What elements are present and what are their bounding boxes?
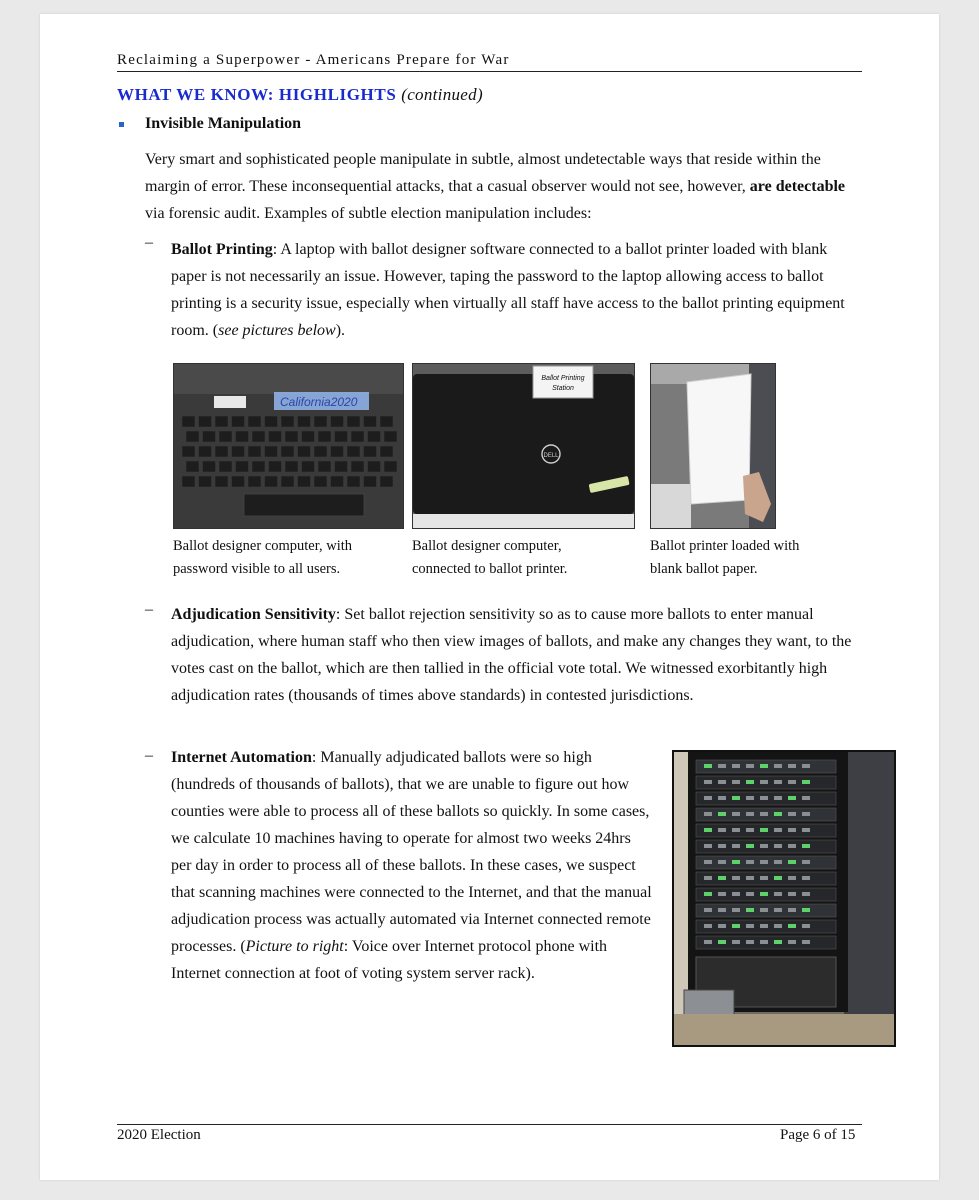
rack-drive-light bbox=[746, 828, 754, 832]
keyboard-key bbox=[186, 431, 199, 442]
rack-drive-light bbox=[704, 796, 712, 800]
item-italic: see pictures below bbox=[218, 322, 336, 339]
rack-drive-light bbox=[718, 860, 726, 864]
keyboard-key bbox=[215, 476, 228, 487]
rack-drive-light bbox=[802, 924, 810, 928]
rack-drive-light bbox=[704, 828, 712, 832]
rack-drive-light bbox=[718, 812, 726, 816]
rack-drive-light bbox=[704, 892, 712, 896]
keyboard-key bbox=[281, 476, 294, 487]
dash-marker: – bbox=[145, 234, 153, 251]
rack-drive-light bbox=[718, 876, 726, 880]
rack-drive-light bbox=[718, 892, 726, 896]
rack-drive-light bbox=[746, 924, 754, 928]
laptop-lid-image bbox=[413, 364, 634, 528]
keyboard-key bbox=[265, 416, 278, 427]
item-text: : Set ballot rejection sensitivity so as to cause more ballots to enter manual adjudication, where human staff who then view images of ballots, and make any changes they want, to the votes cast on the ballot, which are then tallied in the official vote total. We witnessed exorbitantly high adjudication rates (thousands of times above standards) in contested jurisdictions. bbox=[171, 606, 852, 704]
rack-drive-light bbox=[732, 940, 740, 944]
keyboard-key bbox=[368, 461, 381, 472]
rack-drive-light bbox=[774, 876, 782, 880]
keyboard-key bbox=[215, 416, 228, 427]
rack-drive-light bbox=[760, 764, 768, 768]
keyboard-key bbox=[248, 416, 261, 427]
rack-drive-light bbox=[746, 908, 754, 912]
rack-drive-light bbox=[802, 796, 810, 800]
keyboard-key bbox=[364, 476, 377, 487]
rack-drive-light bbox=[746, 876, 754, 880]
intro-text-1: Very smart and sophisticated people manipulate in subtle, almost undetectable ways that reside within the margin of error. These inconsequential attacks, that a casual observer would not see, however, bbox=[145, 151, 821, 195]
keyboard-key bbox=[314, 476, 327, 487]
tape-text: California2020 bbox=[280, 395, 358, 409]
keyboard-key bbox=[182, 476, 195, 487]
footer-page-number: Page 6 of 15 bbox=[780, 1127, 856, 1143]
rack-drive-light bbox=[788, 844, 796, 848]
rack-drive-light bbox=[732, 924, 740, 928]
keyboard-key bbox=[298, 446, 311, 457]
keyboard-key bbox=[285, 431, 298, 442]
rack-drive-light bbox=[774, 940, 782, 944]
rack-drive-light bbox=[802, 860, 810, 864]
rack-drive-light bbox=[732, 764, 740, 768]
station-label-line1: Ballot Printing bbox=[541, 375, 585, 382]
item-italic: Picture to right bbox=[245, 938, 344, 955]
rack-drive-light bbox=[732, 796, 740, 800]
keyboard-key bbox=[380, 416, 393, 427]
rack-drive-light bbox=[788, 924, 796, 928]
keyboard-key bbox=[182, 446, 195, 457]
rack-drive-light bbox=[774, 844, 782, 848]
dell-logo: DELL bbox=[543, 453, 559, 459]
keyboard-key bbox=[298, 416, 311, 427]
rack-drive-light bbox=[732, 828, 740, 832]
rack-drive-light bbox=[760, 860, 768, 864]
rack-drive-light bbox=[788, 860, 796, 864]
keyboard-key bbox=[199, 416, 212, 427]
bullet-square-icon bbox=[119, 122, 124, 127]
keyboard-key bbox=[236, 461, 249, 472]
rack-drive-light bbox=[746, 844, 754, 848]
rack-drive-light bbox=[704, 844, 712, 848]
rack-drive-light bbox=[788, 908, 796, 912]
keyboard-key bbox=[248, 476, 261, 487]
bullet-title: Invisible Manipulation bbox=[145, 115, 302, 132]
rack-drive-light bbox=[802, 844, 810, 848]
rack-drive-light bbox=[788, 764, 796, 768]
dash-marker: – bbox=[145, 747, 153, 764]
item-title: Ballot Printing bbox=[171, 241, 273, 258]
rack-drive-light bbox=[802, 828, 810, 832]
caption-photo-2 bbox=[412, 535, 567, 581]
keyboard-key bbox=[368, 431, 381, 442]
laptop-keyboard-image bbox=[174, 364, 403, 528]
keyboard-key bbox=[347, 476, 360, 487]
rack-drive-light bbox=[746, 764, 754, 768]
keyboard-key bbox=[199, 476, 212, 487]
item-text-end: ). bbox=[335, 322, 346, 339]
rack-drive-light bbox=[788, 828, 796, 832]
caption-line: password visible to all users. bbox=[173, 561, 341, 577]
rack-drive-light bbox=[746, 796, 754, 800]
rack-drive-light bbox=[802, 940, 810, 944]
keyboard-key bbox=[335, 461, 348, 472]
intro-paragraph bbox=[145, 146, 845, 227]
rack-drive-light bbox=[704, 860, 712, 864]
keyboard-key bbox=[203, 431, 216, 442]
item-text: : A laptop with ballot designer software connected to a ballot printer loaded with blank paper is not necessarily an issue. However, taping the password to the laptop allowing access to ballot printing is a security issue, especially when virtually all staff have access to the ballot printing equipment room. ( bbox=[171, 241, 845, 339]
rack-drive-light bbox=[704, 780, 712, 784]
intro-bold: are detectable bbox=[749, 178, 846, 195]
keyboard-key bbox=[318, 431, 331, 442]
photo-server-rack bbox=[672, 750, 896, 1047]
rack-drive-light bbox=[704, 876, 712, 880]
keyboard-key bbox=[314, 446, 327, 457]
rack-drive-light bbox=[718, 940, 726, 944]
caption-photo-3 bbox=[650, 535, 799, 581]
keyboard-key bbox=[215, 446, 228, 457]
caption-line: blank ballot paper. bbox=[650, 561, 758, 577]
keyboard-key bbox=[331, 476, 344, 487]
rack-drive-light bbox=[802, 780, 810, 784]
rack-drive-light bbox=[718, 924, 726, 928]
rack-drive-light bbox=[732, 892, 740, 896]
keyboard-key bbox=[335, 431, 348, 442]
rack-drive-light bbox=[788, 940, 796, 944]
rack-drive-light bbox=[746, 892, 754, 896]
keyboard-key bbox=[314, 416, 327, 427]
rack-drive-light bbox=[788, 892, 796, 896]
keyboard-key bbox=[252, 431, 265, 442]
blank-paper-image bbox=[651, 364, 775, 528]
rack-drive-light bbox=[732, 844, 740, 848]
keyboard-key bbox=[232, 446, 245, 457]
keyboard-key bbox=[203, 461, 216, 472]
rack-drive-light bbox=[718, 908, 726, 912]
rack-drive-light bbox=[760, 828, 768, 832]
rack-drive-light bbox=[704, 924, 712, 928]
keyboard-key bbox=[384, 461, 397, 472]
document-page bbox=[40, 14, 939, 1180]
section-continued: (continued) bbox=[401, 85, 483, 104]
rack-drive-light bbox=[802, 908, 810, 912]
keyboard-key bbox=[298, 476, 311, 487]
rack-drive-light bbox=[802, 876, 810, 880]
keyboard-key bbox=[269, 431, 282, 442]
rack-drive-light bbox=[718, 796, 726, 800]
keyboard-key bbox=[281, 416, 294, 427]
rack-drive-light bbox=[704, 908, 712, 912]
keyboard-key bbox=[380, 476, 393, 487]
keyboard-key bbox=[351, 461, 364, 472]
caption-line: connected to ballot printer. bbox=[412, 561, 568, 577]
item-title: Internet Automation bbox=[171, 749, 312, 766]
running-header: Reclaiming a Superpower - Americans Prepare for War bbox=[117, 52, 862, 72]
server-rack-image bbox=[674, 752, 894, 1045]
keyboard-key bbox=[285, 461, 298, 472]
keyboard-key bbox=[281, 446, 294, 457]
rack-drive-light bbox=[732, 860, 740, 864]
caption-photo-1 bbox=[173, 535, 352, 581]
keyboard-key bbox=[347, 446, 360, 457]
keyboard-key bbox=[236, 431, 249, 442]
item-text: : Manually adjudicated ballots were so high (hundreds of thousands of ballots), that we are unable to figure out how counties were able to process all of these ballots so quickly. In some cases, we calculate 10 machines having to operate for almost two weeks 24hrs per day in order to process all of these ballots. In these cases, we suspect that scanning machines were connected to the Internet, and that the manual adjudication process was actually automated via Internet connected remote processes. ( bbox=[171, 749, 652, 955]
keyboard-key bbox=[186, 461, 199, 472]
rack-drive-light bbox=[774, 812, 782, 816]
item-text-end: : Voice over Internet protocol phone with Internet connection at foot of voting system server rack). bbox=[171, 938, 608, 982]
keyboard-key bbox=[302, 431, 315, 442]
rack-drive-light bbox=[704, 764, 712, 768]
item-adjudication-sensitivity bbox=[171, 601, 861, 709]
station-label-line2: Station bbox=[552, 385, 574, 392]
rack-drive-light bbox=[774, 908, 782, 912]
rack-drive-light bbox=[774, 828, 782, 832]
keyboard-key bbox=[331, 446, 344, 457]
rack-drive-light bbox=[788, 876, 796, 880]
rack-drive-light bbox=[760, 796, 768, 800]
rack-drive-light bbox=[746, 940, 754, 944]
rack-drive-light bbox=[760, 780, 768, 784]
keyboard-key bbox=[219, 431, 232, 442]
rack-drive-light bbox=[732, 908, 740, 912]
rack-drive-light bbox=[732, 876, 740, 880]
keyboard-key bbox=[232, 476, 245, 487]
photo-blank-ballot-paper bbox=[650, 363, 776, 529]
keyboard-key bbox=[364, 446, 377, 457]
keyboard-key bbox=[347, 416, 360, 427]
section-title-text: WHAT WE KNOW: HIGHLIGHTS bbox=[117, 85, 397, 104]
footer-left: 2020 Election bbox=[117, 1127, 201, 1143]
keyboard-key bbox=[364, 416, 377, 427]
rack-drive-light bbox=[704, 940, 712, 944]
photo-laptop-keyboard bbox=[173, 363, 404, 529]
rack-drive-light bbox=[718, 844, 726, 848]
rack-drive-light bbox=[802, 764, 810, 768]
rack-drive-light bbox=[704, 812, 712, 816]
rack-drive-light bbox=[746, 860, 754, 864]
keyboard-key bbox=[269, 461, 282, 472]
rack-drive-light bbox=[718, 828, 726, 832]
rack-drive-light bbox=[802, 812, 810, 816]
rack-drive-light bbox=[760, 908, 768, 912]
rack-drive-light bbox=[732, 780, 740, 784]
caption-line: Ballot designer computer, bbox=[412, 538, 562, 554]
keyboard-key bbox=[265, 476, 278, 487]
item-internet-automation bbox=[171, 744, 655, 987]
dash-marker: – bbox=[145, 601, 153, 618]
rack-drive-light bbox=[760, 844, 768, 848]
item-title: Adjudication Sensitivity bbox=[171, 606, 336, 623]
item-ballot-printing bbox=[171, 236, 851, 344]
rack-drive-light bbox=[746, 812, 754, 816]
rack-drive-light bbox=[760, 940, 768, 944]
rack-drive-light bbox=[788, 812, 796, 816]
rack-drive-light bbox=[760, 892, 768, 896]
keyboard-key bbox=[199, 446, 212, 457]
rack-drive-light bbox=[760, 812, 768, 816]
rack-drive-light bbox=[732, 812, 740, 816]
keyboard-key bbox=[384, 431, 397, 442]
footer-divider bbox=[117, 1124, 862, 1125]
keyboard-key bbox=[265, 446, 278, 457]
rack-drive-light bbox=[718, 780, 726, 784]
keyboard-key bbox=[318, 461, 331, 472]
keyboard-key bbox=[252, 461, 265, 472]
keyboard-key bbox=[219, 461, 232, 472]
rack-drive-light bbox=[760, 924, 768, 928]
rack-drive-light bbox=[774, 892, 782, 896]
rack-drive-light bbox=[774, 764, 782, 768]
keyboard-key bbox=[302, 461, 315, 472]
rack-drive-light bbox=[802, 892, 810, 896]
caption-line: Ballot printer loaded with bbox=[650, 538, 800, 554]
keyboard-key bbox=[182, 416, 195, 427]
section-title bbox=[117, 85, 483, 105]
keyboard-key bbox=[351, 431, 364, 442]
rack-drive-light bbox=[774, 796, 782, 800]
photo-laptop-lid bbox=[412, 363, 635, 529]
rack-drive-light bbox=[718, 764, 726, 768]
rack-drive-light bbox=[760, 876, 768, 880]
keyboard-key bbox=[380, 446, 393, 457]
rack-drive-light bbox=[746, 780, 754, 784]
rack-drive-light bbox=[788, 780, 796, 784]
keyboard-key bbox=[331, 416, 344, 427]
rack-drive-light bbox=[774, 780, 782, 784]
keyboard-key bbox=[248, 446, 261, 457]
rack-drive-light bbox=[774, 860, 782, 864]
caption-line: Ballot designer computer, with bbox=[173, 538, 353, 554]
intro-text-2: via forensic audit. Examples of subtle election manipulation includes: bbox=[145, 205, 592, 222]
rack-drive-light bbox=[788, 796, 796, 800]
rack-drive-light bbox=[774, 924, 782, 928]
keyboard-key bbox=[232, 416, 245, 427]
